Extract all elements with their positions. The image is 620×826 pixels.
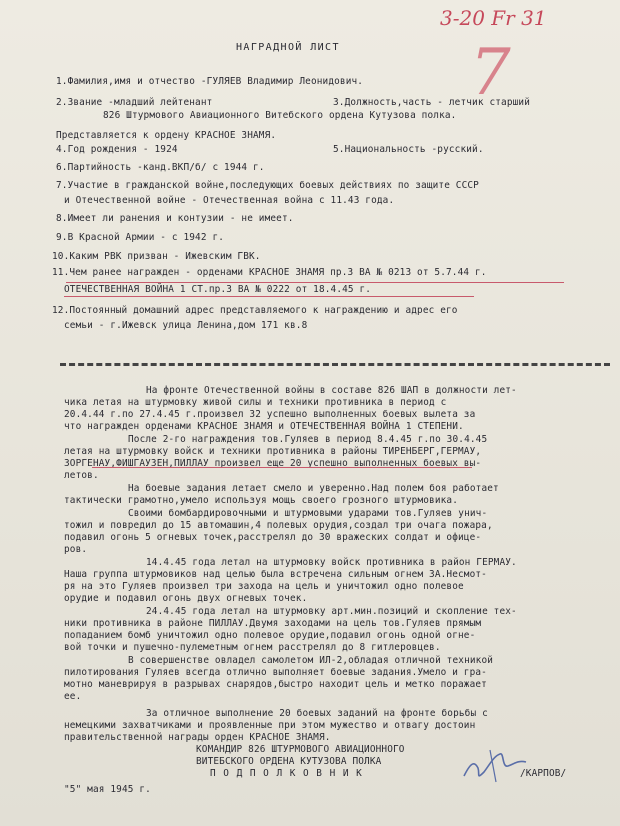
- body-line: За отличное выполнение 20 боевых заданий на фронте борьбы с: [146, 708, 488, 719]
- body-line: попаданием бомб уничтожил одно полевое орудие,подавил огонь одной огне-: [64, 630, 476, 641]
- body-line: тактически грамотно,умело используя мощь своего грозного штурмовика.: [64, 495, 459, 506]
- field-address-1: 12.Постоянный домашний адрес представляемого к награждению и адрес его: [52, 305, 458, 316]
- body-line: что награжден орденами КРАСНОЕ ЗНАМЯ и ОТЕЧЕСТВЕННАЯ ВОЙНА 1 СТЕПЕНИ.: [64, 421, 464, 432]
- body-line: ря на это Гуляев произвел три захода на цель и уничтожил одно полевое: [64, 581, 464, 592]
- red-underline: [64, 296, 474, 297]
- section-separator: [60, 363, 610, 366]
- field-position: 3.Должность,часть - летчик старший: [333, 97, 531, 108]
- field-wounds: 8.Имеет ли ранения и контузии - не имеет.: [56, 213, 294, 224]
- signature-commander: КОМАНДИР 826 ШТУРМОВОГО АВИАЦИОННОГО: [196, 744, 405, 755]
- document-title: НАГРАДНОЙ ЛИСТ: [236, 42, 340, 53]
- field-war-service-1: 7.Участие в гражданской войне,последующих боевых действиях по защите СССР: [56, 180, 479, 191]
- body-line: мотно маневрируя в разрывах снарядов,быстро находит цель и метко поражает: [64, 679, 487, 690]
- body-line: чика летая на штурмовку живой силы и техники противника в период с: [64, 397, 447, 408]
- red-underline: [92, 467, 472, 468]
- body-line: После 2-го награждения тов.Гуляев в период 8.4.45 г.по 30.4.45: [128, 434, 488, 445]
- body-line: подавил огонь 5 огневых точек,расстрелял до 30 вражеских солдат и офице-: [64, 532, 482, 543]
- body-line: 20.4.44 г.по 27.4.45 г.произвел 32 успешно выполненных боевых вылета за: [64, 409, 476, 420]
- field-war-service-2: и Отечественной войне - Отечественная война с 11.43 года.: [64, 195, 395, 206]
- field-army-since: 9.В Красной Армии - с 1942 г.: [56, 232, 225, 243]
- field-address-2: семьи - г.Ижевск улица Ленина,дом 171 кв.8: [64, 320, 308, 331]
- field-prior-awards-2: ОТЕЧЕСТВЕННАЯ ВОЙНА 1 СТ.пр.3 ВА № 0222 от 18.4.45 г.: [64, 284, 372, 295]
- red-underline: [66, 282, 564, 283]
- archive-reference: 3-20 Fr 31: [440, 6, 547, 30]
- handwritten-signature: [460, 742, 530, 787]
- body-line: ники противника в районе ПИЛЛАУ.Двумя заходами на цель тов.Гуляев прямым: [64, 618, 482, 629]
- body-line: орудие и подавил огонь двух огневых точек.: [64, 593, 308, 604]
- field-nominated-for: Представляется к ордену КРАСНОЕ ЗНАМЯ.: [56, 130, 277, 141]
- body-line: 14.4.45 года летал на штурмовку войск противника в район ГЕРМАУ.: [146, 557, 517, 568]
- body-line: тожил и повредил до 15 автомашин,4 полевых орудия,создал три очага пожара,: [64, 520, 493, 531]
- body-line: летов.: [64, 470, 99, 481]
- field-unit: 826 Штурмового Авиационного Витебского ордена Кутузова полка.: [103, 110, 457, 121]
- field-birth-year: 4.Год рождения - 1924: [56, 144, 178, 155]
- body-line: Наша группа штурмовиков над целью была встречена сильным огнем ЗА.Несмот-: [64, 569, 487, 580]
- body-line: В совершенстве овладел самолетом ИЛ-2,обладая отличной техникой: [128, 655, 494, 666]
- body-line: пилотирования Гуляев всегда отлично выполняет боевые задания.Умело и гра-: [64, 667, 487, 678]
- body-line: ее.: [64, 691, 82, 702]
- body-line: вой точки и пушечно-пулеметным огнем расстрелял до 8 гитлеровцев.: [64, 642, 441, 653]
- body-line: Своими бомбардировочными и штурмовыми ударами тов.Гуляев унич-: [128, 508, 488, 519]
- field-nationality: 5.Национальность -русский.: [333, 144, 484, 155]
- body-line: На боевые задания летает смело и уверенно.Над полем боя работает: [128, 483, 499, 494]
- body-line: правительственной награды орден КРАСНОЕ ЗНАМЯ.: [64, 732, 331, 743]
- body-line: 24.4.45 года летал на штурмовку арт.мин.позиций и скопление тех-: [146, 606, 517, 617]
- signature-date: "5" мая 1945 г.: [64, 784, 151, 795]
- signature-name: /КАРПОВ/: [520, 768, 567, 779]
- body-line: ЗОРГЕНАУ,ФИШГАУЗЕН,ПИЛЛАУ произвел еще 20 успешно выполненных боевых вы-: [64, 458, 482, 469]
- body-line: ров.: [64, 544, 88, 555]
- body-line: немецкими захватчиками и проявленные при этом мужество и отвагу достоин: [64, 720, 476, 731]
- field-party: 6.Партийность -канд.ВКП/б/ с 1944 г.: [56, 162, 265, 173]
- field-name: 1.Фамилия,имя и отчество -ГУЛЯЕВ Владимир Леонидович.: [56, 76, 364, 87]
- pencil-mark: 7: [470, 36, 511, 110]
- signature-rank: П О Д П О Л К О В Н И К: [210, 768, 363, 779]
- signature-regiment: ВИТЕБСКОГО ОРДЕНА КУТУЗОВА ПОЛКА: [196, 756, 382, 767]
- field-prior-awards-1: 11.Чем ранее награжден - орденами КРАСНОЕ ЗНАМЯ пр.3 ВА № 0213 от 5.7.44 г.: [52, 267, 487, 278]
- field-draft-office: 10.Каким РВК призван - Ижевским ГВК.: [52, 251, 261, 262]
- body-line: На фронте Отечественной войны в составе 826 ШАП в должности лет-: [146, 385, 517, 396]
- body-line: летая на штурмовку войск и техники противника в районы ТИРЕНБЕРГ,ГЕРМАУ,: [64, 446, 482, 457]
- field-rank: 2.Звание -младший лейтенант: [56, 97, 213, 108]
